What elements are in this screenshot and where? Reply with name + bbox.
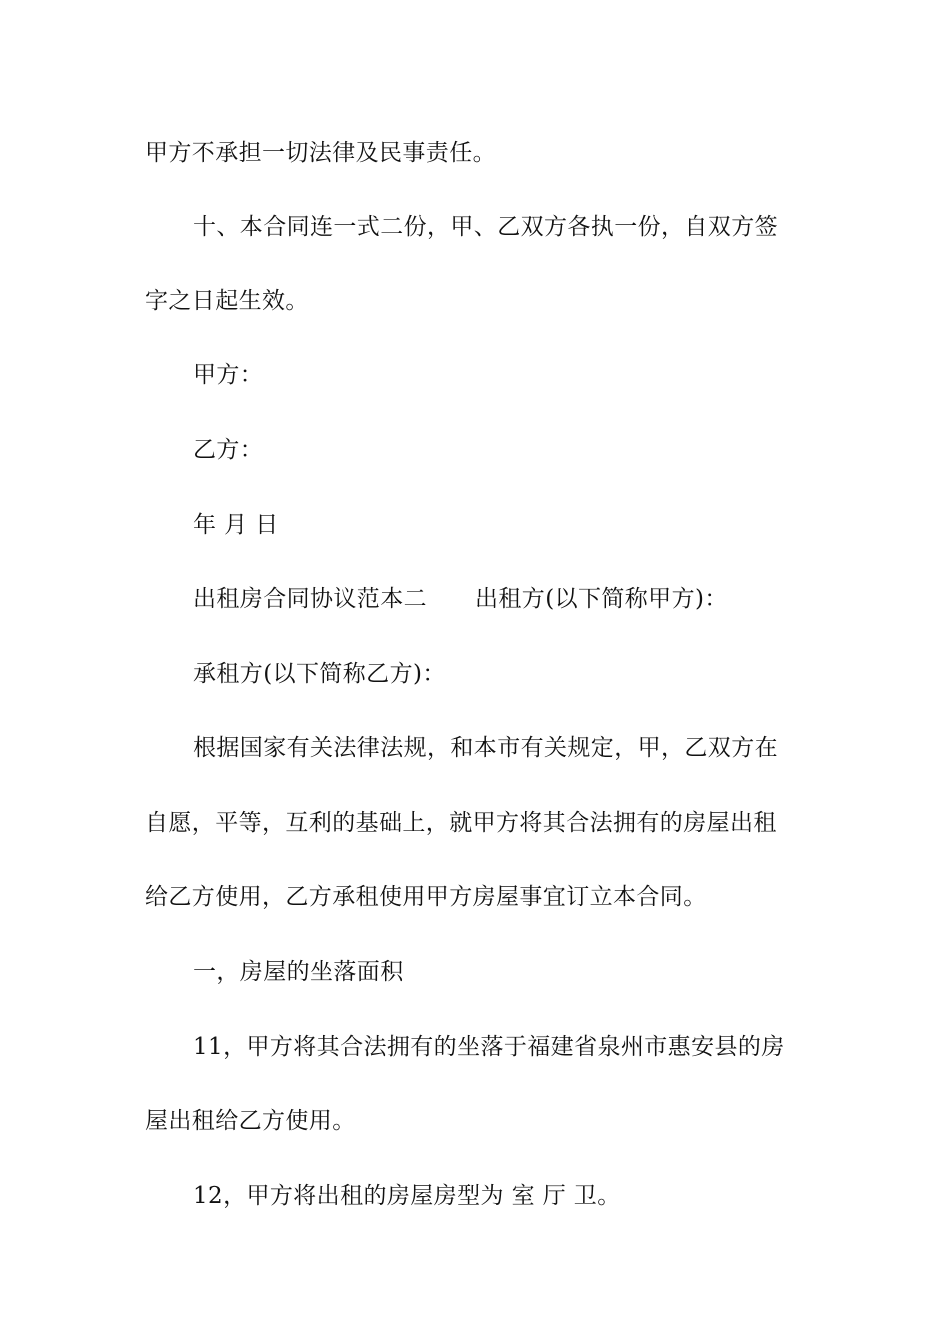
text-line-clause-11-cont: 屋出租给乙方使用。	[145, 1108, 356, 1134]
signature-party-b: 乙方：	[193, 437, 264, 463]
text-line-purpose: 给乙方使用，乙方承租使用甲方房屋事宜订立本合同。	[145, 884, 707, 910]
text-line-clause-ten: 十、本合同连一式二份，甲、乙双方各执一份，自双方签	[193, 214, 778, 240]
text-line-effective: 字之日起生效。	[145, 288, 309, 314]
template-heading-line	[193, 584, 728, 614]
signature-date: 年 月 日	[193, 512, 279, 538]
text-line-principles: 自愿，平等，互利的基础上，就甲方将其合法拥有的房屋出租	[145, 810, 777, 836]
text-line-liability: 甲方不承担一切法律及民事责任。	[145, 140, 496, 166]
text-line-clause-11: 11，甲方将其合法拥有的坐落于福建省泉州市惠安县的房	[193, 1034, 785, 1060]
lessee-label: 承租方(以下简称乙方)：	[193, 661, 446, 687]
signature-party-a: 甲方：	[193, 362, 264, 388]
lessor-label: 出租方(以下简称甲方)：	[475, 586, 728, 612]
section-heading-location: 一，房屋的坐落面积	[193, 959, 404, 985]
text-line-clause-12: 12，甲方将出租的房屋房型为 室 厅 卫。	[193, 1183, 621, 1209]
text-line-basis: 根据国家有关法律法规，和本市有关规定，甲，乙双方在	[193, 735, 778, 761]
template-title: 出租房合同协议范本二	[193, 586, 427, 612]
